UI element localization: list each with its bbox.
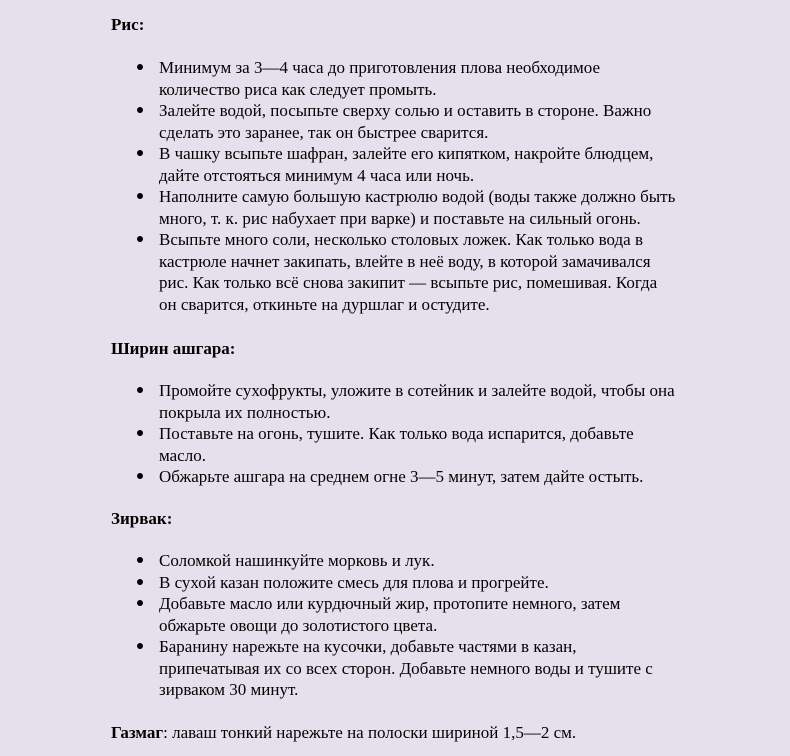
list-item: В чашку всыпьте шафран, залейте его кипятком, накройте блюдцем, дайте отстояться минимум 4 часа или ночь. [111,143,751,186]
section-list-shirin-ashgara [111,380,751,488]
list-item: Минимум за 3—4 часа до приготовления плова необходимое количество риса как следует промыть. [111,57,751,100]
gazmag-paragraph [111,722,576,743]
bullet-icon [137,387,143,393]
bullet-icon [137,643,143,649]
bullet-icon [137,600,143,606]
list-item: Промойте сухофрукты, уложите в сотейник и залейте водой, чтобы она покрыла их полностью. [111,380,751,423]
bullet-icon [137,150,143,156]
list-item: Всыпьте много соли, несколько столовых ложек. Как только вода в кастрюле начнет закипать, влейте в неё воду, в которой замачивался рис. Как только всё снова закипит — всыпьте рис, помешивая. Когда он сварится, откиньте на дуршлаг и остудите. [111,229,751,315]
list-item: Добавьте масло или курдючный жир, протопите немного, затем обжарьте овощи до золотистого цвета. [111,593,751,636]
bullet-icon [137,579,143,585]
list-item: Наполните самую большую кастрюлю водой (воды также должно быть много, т. к. рис набухает при варке) и поставьте на сильный огонь. [111,186,751,229]
section-list-zirvak [111,550,751,701]
section-list-ris [111,57,751,315]
bullet-icon [137,193,143,199]
gazmag-text: : лаваш тонкий нарежьте на полоски шириной 1,5—2 см. [163,723,577,742]
bullet-icon [137,107,143,113]
list-item: В сухой казан положите смесь для плова и прогрейте. [111,572,751,594]
section-heading-shirin-ashgara: Ширин ашгара: [111,339,236,358]
bullet-icon [137,64,143,70]
bullet-icon [137,236,143,242]
gazmag-label: Газмаг [111,723,164,742]
list-item: Соломкой нашинкуйте морковь и лук. [111,550,751,572]
bullet-icon [137,557,143,563]
list-item: Поставьте на огонь, тушите. Как только вода испарится, добавьте масло. [111,423,751,466]
section-heading-ris: Рис: [111,15,145,34]
bullet-icon [137,430,143,436]
bullet-icon [137,473,143,479]
list-item: Баранину нарежьте на кусочки, добавьте частями в казан, припечатывая их со всех сторон. Добавьте немного воды и тушите с зирваком 30 минут. [111,636,751,701]
list-item: Обжарьте ашгара на среднем огне 3—5 минут, затем дайте остыть. [111,466,751,488]
list-item: Залейте водой, посыпьте сверху солью и оставить в стороне. Важно сделать это заранее, так он быстрее сварится. [111,100,751,143]
section-heading-zirvak: Зирвак: [111,509,173,528]
